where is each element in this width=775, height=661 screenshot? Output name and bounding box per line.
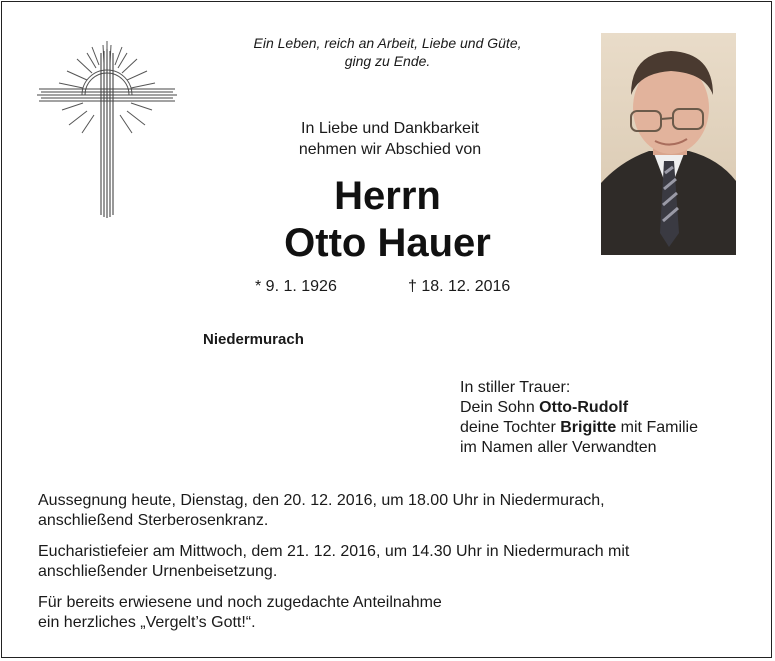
intro-text bbox=[240, 118, 540, 160]
mourner-son bbox=[460, 398, 698, 418]
salutation: Herrn bbox=[334, 174, 441, 218]
thanks-line-2: ein herzliches „Vergelt’s Gott!“. bbox=[38, 614, 256, 631]
intro-line-2: nehmen wir Abschied von bbox=[298, 141, 482, 158]
hometown: Niedermurach bbox=[203, 331, 304, 348]
blessing-notice bbox=[38, 491, 738, 531]
memorial-quote bbox=[190, 34, 585, 70]
portrait-photo bbox=[601, 33, 736, 255]
mass-line-1: Eucharistiefeier am Mittwoch, dem 21. 12. 2016, um 14.30 Uhr in Niedermurach mit bbox=[38, 543, 630, 560]
mass-notice bbox=[38, 542, 738, 582]
deceased-name: Otto Hauer bbox=[284, 221, 491, 265]
death-date: † 18. 12. 2016 bbox=[408, 278, 511, 295]
service-notices bbox=[38, 491, 738, 644]
radiant-cross-icon bbox=[37, 33, 177, 218]
mourner-daughter bbox=[460, 418, 698, 438]
daughter-name: Brigitte bbox=[560, 419, 617, 436]
quote-line-1: Ein Leben, reich an Arbeit, Liebe und Güte, bbox=[253, 35, 522, 51]
blessing-line-1: Aussegnung heute, Dienstag, den 20. 12. 2016, um 18.00 Uhr in Niedermurach, bbox=[38, 492, 605, 509]
thanks-line-1: Für bereits erwiesene und noch zugedachte Anteilnahme bbox=[38, 594, 442, 611]
quote-line-2: ging zu Ende. bbox=[344, 53, 431, 69]
son-prefix: Dein Sohn bbox=[460, 399, 540, 416]
birth-date: * 9. 1. 1926 bbox=[255, 278, 337, 295]
intro-line-1: In Liebe und Dankbarkeit bbox=[301, 120, 479, 137]
daughter-prefix: deine Tochter bbox=[460, 419, 561, 436]
son-name: Otto-Rudolf bbox=[539, 399, 629, 416]
mourners-block bbox=[460, 378, 698, 458]
blessing-line-2: anschließend Sterberosenkranz. bbox=[38, 512, 269, 529]
thanks-notice bbox=[38, 593, 738, 633]
daughter-suffix: mit Familie bbox=[616, 419, 698, 436]
mourner-relatives: im Namen aller Verwandten bbox=[460, 439, 657, 456]
mass-line-2: anschließender Urnenbeisetzung. bbox=[38, 563, 278, 580]
mourners-heading: In stiller Trauer: bbox=[460, 379, 571, 396]
